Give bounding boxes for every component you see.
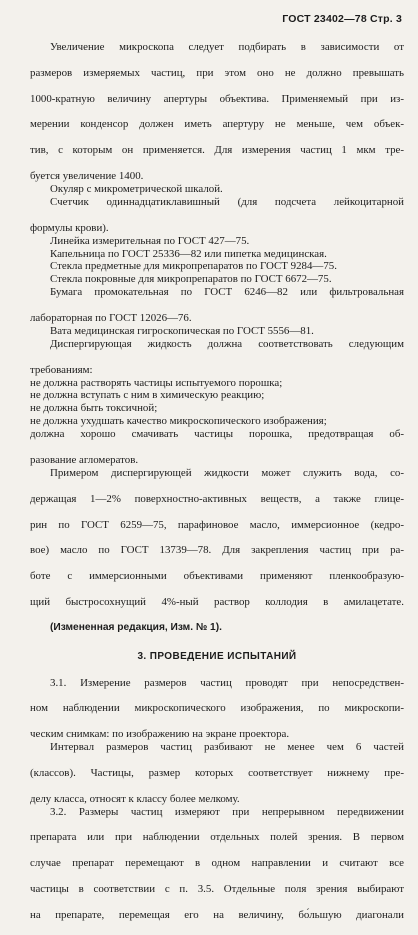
- text-line: частицы в соответствии с п. 3.5. Отдельные поля зрения выбирают: [30, 883, 404, 896]
- text-line: Стекла предметные для микропрепаратов по ГОСТ 9284—75.: [50, 260, 337, 273]
- text-line: 3.2. Размеры частиц измеряют при непрерывном передвижении: [50, 805, 404, 818]
- text-line: боте с иммерсионными объективами применяют пленкообразую-: [30, 570, 404, 583]
- text-line: Стекла покровные для микропрепаратов по ГОСТ 6672—75.: [50, 273, 332, 286]
- list-item: не должна ухудшать качество микроскопического изображения;: [30, 415, 327, 428]
- text-line: (классов). Частицы, размер которых соответствует нижнему пре-: [30, 766, 404, 779]
- text-line: держащая 1—2% поверхностно-активных веществ, а также глице-: [30, 492, 404, 505]
- text-line: Примером диспергирующей жидкости может служить вода, со-: [50, 466, 404, 479]
- list-item: не должна растворять частицы испытуемого порошка;: [30, 376, 283, 389]
- list-item: не должна быть токсичной;: [30, 402, 158, 415]
- text-line: Окуляр с микрометрической шкалой.: [50, 182, 223, 195]
- list-item: не должна вступать с ним в химическую реакцию;: [30, 389, 265, 402]
- document-body: [30, 41, 404, 935]
- page-header: ГОСТ 23402—78 Стр. 3: [282, 13, 402, 25]
- text-line: ном наблюдении микроскопического изображения, по микроскопи-: [30, 702, 404, 715]
- text-line: Увеличение микроскопа следует подбирать в зависимости от: [50, 41, 404, 53]
- text-line: мерении конденсор должен иметь апертуру не меньше, чем объек-: [30, 118, 404, 131]
- text-line: требованиям:: [30, 363, 93, 376]
- text-line: Вата медицинская гигроскопическая по ГОСТ 5556—81.: [50, 324, 314, 337]
- text-line: формулы крови).: [30, 221, 109, 234]
- text-line: ческим снимкам: по изображению на экране проектора.: [30, 728, 290, 741]
- text-line: препарата или при наблюдении отдельных полей зрения. В первом: [30, 831, 404, 844]
- text-line: Бумага промокательная по ГОСТ 6246—82 или фильтровальная: [50, 286, 404, 299]
- text-line: размеров измеряемых частиц, при этом оно не должно превышать: [30, 66, 404, 79]
- text-line: Капельница по ГОСТ 25336—82 или пипетка медицинская.: [50, 247, 327, 260]
- text-line: разование агломератов.: [30, 454, 139, 466]
- amendment-note: (Измененная редакция, Изм. № 1).: [50, 621, 222, 633]
- text-line: Счетчик одиннадцатиклавишный (для подсчета лейкоцитарной: [50, 195, 404, 208]
- text-line: буется увеличение 1400.: [30, 170, 144, 183]
- text-line: лабораторная по ГОСТ 12026—76.: [30, 312, 192, 325]
- text-line: делу класса, относят к классу более мелкому.: [30, 792, 240, 805]
- text-line: щий быстросохнущий 4%-ный раствор коллодия в амилацетате.: [30, 595, 404, 608]
- text-line: рин по ГОСТ 6259—75, парафиновое масло, иммерсионное (кедро-: [30, 518, 404, 531]
- text-line: на препарате, перемещая его на величину, бо́льшую диагонали: [30, 908, 404, 921]
- text-line: тив, с которым он применяется. Для измерения частиц 1 мкм тре-: [30, 144, 404, 157]
- text-line: 3.1. Измерение размеров частиц проводят при непосредствен-: [50, 676, 404, 689]
- text-line: Линейка измерительная по ГОСТ 427—75.: [50, 234, 250, 247]
- text-line: Диспергирующая жидкость должна соответствовать следующим: [50, 337, 404, 350]
- text-line: Интервал размеров частиц разбивают не менее чем 6 частей: [50, 741, 404, 754]
- section-heading: 3. ПРОВЕДЕНИЕ ИСПЫТАНИЙ: [137, 650, 297, 662]
- list-item: должна хорошо смачивать частицы порошка, предотвращая об-: [30, 428, 404, 441]
- text-line: вое) масло по ГОСТ 13739—78. Для закрепления частиц при ра-: [30, 544, 404, 557]
- text-line: случае препарат перемещают в одном направлении и считают все: [30, 857, 404, 870]
- text-line: 1000-кратную величину апертуры объектива. Применяемый при из-: [30, 92, 404, 105]
